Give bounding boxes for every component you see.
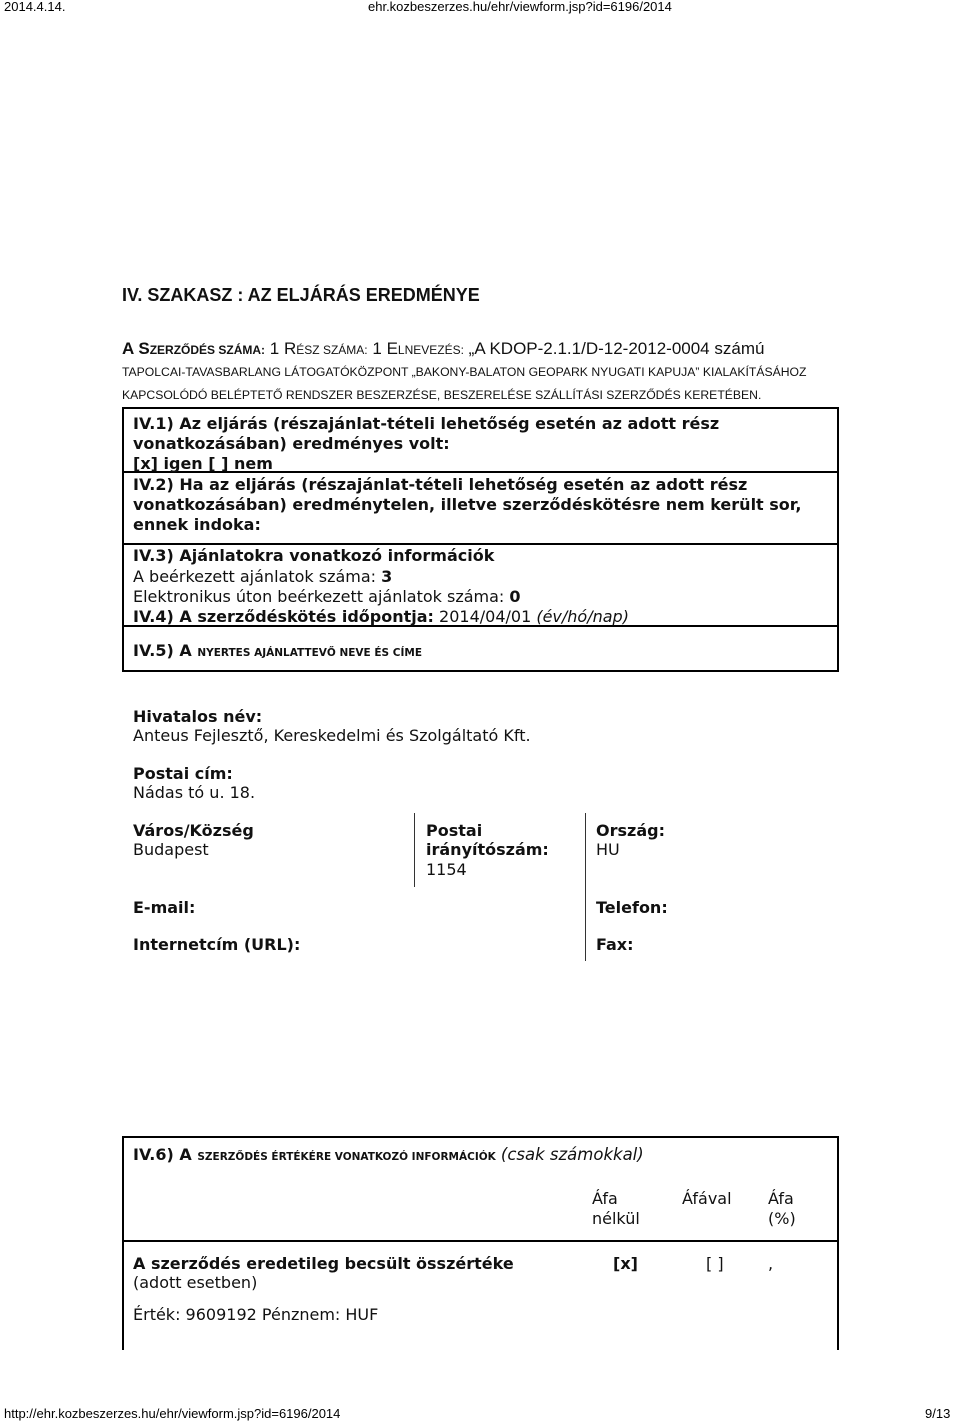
date-format: (év/hó/nap) bbox=[536, 607, 629, 626]
contract-name-start: „A KDOP-2.1.1/D-12-2012-0004 számú bbox=[468, 339, 765, 358]
col-vat-rate-b: (%) bbox=[768, 1209, 796, 1228]
iv1-label: IV.1) Az eljárás (részajánlat-tételi lehetőség esetén az adott rész bbox=[133, 414, 720, 433]
winner-country-value: HU bbox=[596, 840, 620, 859]
contract-number: 1 bbox=[269, 339, 280, 358]
divider-iv2 bbox=[122, 543, 838, 545]
value-table-divider bbox=[122, 1240, 838, 1242]
footer-url: http://ehr.kozbeszerzes.hu/ehr/viewform.jsp?id=6196/2014 bbox=[4, 1406, 341, 1421]
address-divider-2 bbox=[585, 813, 586, 961]
iv3-title: IV.3) Ajánlatokra vonatkozó információk bbox=[133, 546, 495, 565]
iv2-label: IV.2) Ha az eljárás (részajánlat-tételi lehetőség esetén az adott rész bbox=[133, 475, 748, 494]
box2-right-border bbox=[837, 1136, 839, 1350]
iv4-contract-date: IV.4) A szerződéskötés időpontja: 2014/04/01 (év/hó/nap) bbox=[133, 607, 629, 626]
winner-city-label: Város/Község bbox=[133, 821, 254, 840]
winner-fax-label: Fax: bbox=[596, 935, 634, 954]
col-vat-excl-b: nélkül bbox=[592, 1209, 640, 1228]
iv2-label-line2: vonatkozásában) eredménytelen, illetve szerződéskötésre nem került sor, bbox=[133, 495, 802, 514]
address-divider-1 bbox=[414, 813, 415, 887]
col-vat-incl: Áfával bbox=[682, 1189, 732, 1208]
footer-page-number: 9/13 bbox=[925, 1406, 951, 1421]
box1-top-border bbox=[122, 407, 838, 409]
divider-iv5-top bbox=[122, 670, 838, 672]
iv1-answer: [x] igen [ ] nem bbox=[133, 454, 273, 473]
winner-name-label: Hivatalos név: bbox=[133, 707, 263, 726]
contract-value-line: Érték: 9609192 Pénznem: HUF bbox=[133, 1305, 379, 1324]
winner-name-value: Anteus Fejlesztő, Kereskedelmi és Szolgáltató Kft. bbox=[133, 726, 531, 745]
winner-url-label: Internetcím (URL): bbox=[133, 935, 301, 954]
print-date: 2014.4.14. bbox=[4, 0, 66, 14]
contract-heading-line2: TAPOLCAI-TAVASBARLANG LÁTOGATÓKÖZPONT „BAKONY-BALATON GEOPARK NYUGATI KAPUJA” KIALAKÍTÁSÁHOZ bbox=[122, 365, 807, 379]
box1-right-border bbox=[837, 407, 839, 672]
winner-postal-value: Nádas tó u. 18. bbox=[133, 783, 256, 802]
part-number: 1 bbox=[372, 339, 382, 358]
winner-city-value: Budapest bbox=[133, 840, 209, 859]
contract-date-value: 2014/04/01 bbox=[439, 607, 532, 626]
received-count: 3 bbox=[381, 567, 393, 586]
col-vat-excl-a: Áfa bbox=[592, 1189, 618, 1208]
iv3-electronic: Elektronikus úton beérkezett ajánlatok száma: 0 bbox=[133, 587, 521, 606]
winner-zip-label-1: Postai bbox=[426, 821, 483, 840]
winner-country-label: Ország: bbox=[596, 821, 665, 840]
vat-excl-checkbox: [x] bbox=[613, 1254, 638, 1273]
contract-heading-line3: KAPCSOLÓDÓ BELÉPTETŐ RENDSZER BESZERZÉSE, BESZERELÉSE SZÁLLÍTÁSI SZERZŐDÉS KERETÉBEN. bbox=[122, 388, 762, 402]
estimated-value-note: (adott esetben) bbox=[133, 1273, 258, 1292]
box2-left-border bbox=[122, 1136, 124, 1350]
col-vat-rate-a: Áfa bbox=[768, 1189, 794, 1208]
iv3-received: A beérkezett ajánlatok száma: 3 bbox=[133, 567, 393, 586]
winner-phone-label: Telefon: bbox=[596, 898, 668, 917]
box2-top-border bbox=[122, 1136, 838, 1138]
print-url: ehr.kozbeszerzes.hu/ehr/viewform.jsp?id=6196/2014 bbox=[368, 0, 672, 14]
winner-zip-label-2: irányítószám: bbox=[426, 840, 549, 859]
winner-postal-label: Postai cím: bbox=[133, 764, 233, 783]
winner-zip-value: 1154 bbox=[426, 860, 467, 879]
iv6-title: IV.6) A SZERZŐDÉS ÉRTÉKÉRE VONATKOZÓ INFORMÁCIÓK (csak számokkal) bbox=[133, 1145, 644, 1164]
iv2-label-line3: ennek indoka: bbox=[133, 515, 261, 534]
box1-left-border bbox=[122, 407, 124, 672]
section-title: IV. SZAKASZ : AZ ELJÁRÁS EREDMÉNYE bbox=[122, 285, 480, 305]
electronic-count: 0 bbox=[509, 587, 521, 606]
vat-rate-value: , bbox=[768, 1254, 774, 1273]
iv5-title: IV.5) A NYERTES AJÁNLATTEVŐ NEVE ÉS CÍME bbox=[133, 641, 423, 660]
winner-email-label: E-mail: bbox=[133, 898, 196, 917]
iv1-label-cont: vonatkozásában) eredményes volt: bbox=[133, 434, 450, 453]
contract-heading-line1: A SZERZŐDÉS SZÁMA: 1 RÉSZ SZÁMA: 1 ELNEVEZÉS: „A KDOP-2.1.1/D-12-2012-0004 számú bbox=[122, 339, 765, 358]
estimated-value-label: A szerződés eredetileg becsült összértéke bbox=[133, 1254, 514, 1273]
vat-incl-checkbox: [ ] bbox=[706, 1254, 724, 1273]
